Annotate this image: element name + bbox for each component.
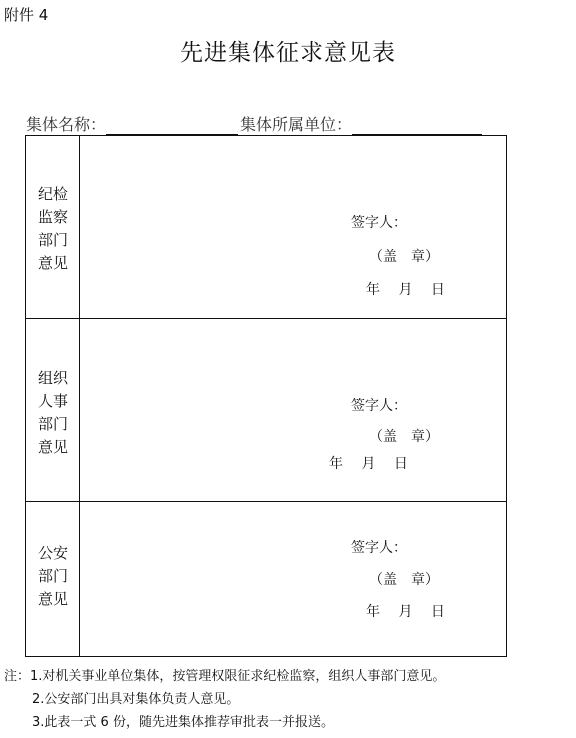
section-label-line: 组织: [38, 369, 69, 387]
note-item: 3.此表一式 6 份，随先进集体推荐审批表一并报送。: [32, 715, 334, 730]
seal-label: （盖 章）: [369, 249, 439, 265]
signer-label: 签字人：: [351, 540, 407, 556]
section-label: [26, 502, 80, 657]
section-label: [26, 319, 80, 501]
page-title: 先进集体征求意见表: [180, 40, 396, 66]
form-header-fields: [26, 112, 482, 135]
signer-label: 签字人：: [351, 398, 407, 414]
section-label-line: 监察: [38, 208, 69, 226]
section-label-line: 意见: [38, 438, 69, 456]
section-label-line: 意见: [38, 254, 69, 272]
notes: [4, 665, 445, 734]
date-label: 年 月 日: [366, 282, 445, 298]
note-item: 2.公安部门出具对集体负责人意见。: [32, 692, 240, 707]
date-label: 年 月 日: [366, 604, 445, 620]
section-organization-personnel: [26, 319, 506, 502]
note-item: 注：1.对机关事业单位集体，按管理权限征求纪检监察，组织人事部门意见。: [4, 669, 446, 684]
section-label-line: 人事: [38, 392, 69, 410]
collective-name-label: 集体名称：: [26, 115, 107, 134]
signer-label: 签字人：: [351, 215, 407, 231]
section-label-line: 意见: [38, 590, 69, 608]
affiliated-unit-label: 集体所属单位：: [240, 115, 353, 134]
section-label-line: 部门: [38, 231, 69, 249]
section-label: [26, 136, 80, 318]
section-public-security: [26, 502, 506, 657]
affiliated-unit-field[interactable]: [352, 116, 482, 135]
collective-name-field[interactable]: [106, 116, 238, 135]
section-label-line: 公安: [38, 544, 69, 562]
section-discipline-inspection: [26, 136, 506, 319]
opinion-table: [25, 135, 507, 657]
seal-label: （盖 章）: [369, 429, 439, 445]
section-label-line: 部门: [38, 415, 69, 433]
seal-label: （盖 章）: [369, 572, 439, 588]
attachment-number: 附件 4: [4, 6, 49, 24]
date-label: 年 月 日: [329, 456, 408, 472]
section-label-line: 部门: [38, 567, 69, 585]
section-label-line: 纪检: [38, 185, 69, 203]
